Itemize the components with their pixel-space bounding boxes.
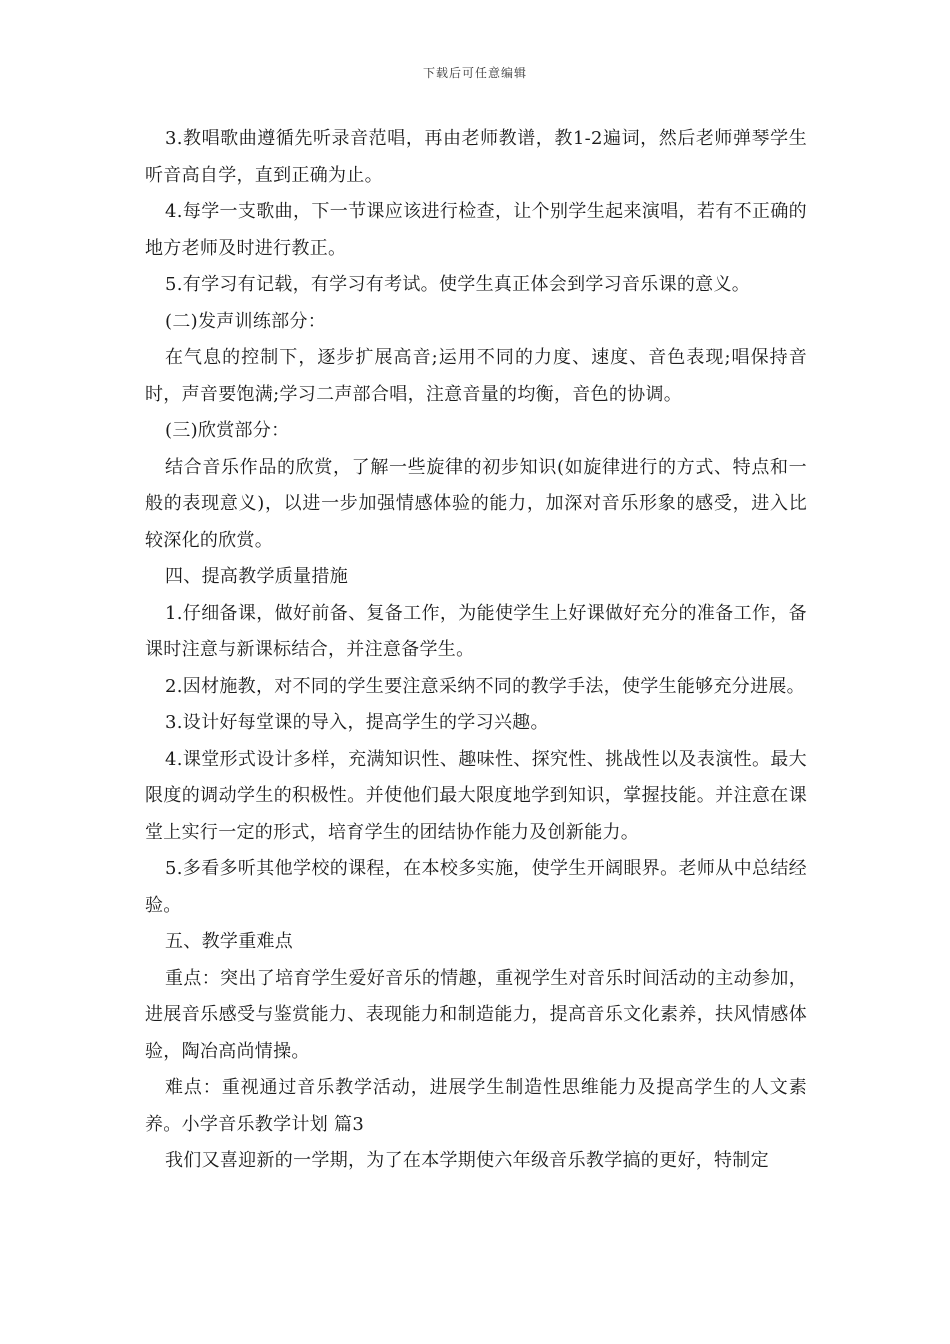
paragraph: 3.教唱歌曲遵循先听录音范唱，再由老师教谱，教1-2遍词，然后老师弹琴学生听音高自学，直到正确为止。 bbox=[145, 128, 807, 186]
section-heading: 四、提高教学质量措施 bbox=[165, 566, 348, 587]
document-body bbox=[145, 121, 807, 1180]
paragraph: 2.因材施教，对不同的学生要注意采纳不同的教学手法，使学生能够充分进展。 bbox=[165, 675, 805, 697]
paragraph: 难点：重视通过音乐教学活动，进展学生制造性思维能力及提高学生的人文素养。小学音乐教学计划 篇3 bbox=[145, 1077, 807, 1135]
section-heading: (二)发声训练部分： bbox=[165, 310, 327, 332]
section-heading: (三)欣赏部分： bbox=[165, 420, 290, 441]
paragraph: 结合音乐作品的欣赏，了解一些旋律的初步知识(如旋律进行的方式、特点和一般的表现意义)，以进一步加强情感体验的能力，加深对音乐形象的感受，进入比较深化的欣赏。 bbox=[145, 456, 807, 551]
paragraph: 1.仔细备课，做好前备、复备工作，为能使学生上好课做好充分的准备工作，备课时注意与新课标结合，并注意备学生。 bbox=[145, 602, 807, 660]
section-heading: 五、教学重难点 bbox=[165, 931, 294, 952]
paragraph: 5.多看多听其他学校的课程，在本校多实施，使学生开阔眼界。老师从中总结经验。 bbox=[145, 858, 807, 916]
page-header: 下载后可任意编辑 bbox=[422, 66, 527, 80]
paragraph: 4.课堂形式设计多样，充满知识性、趣味性、探究性、挑战性以及表演性。最大限度的调动学生的积极性。并使他们最大限度地学到知识，掌握技能。并注意在课堂上实行一定的形式，培育学生的团结协作能力及创新能力。 bbox=[145, 748, 807, 843]
paragraph: 我们又喜迎新的一学期，为了在本学期使六年级音乐教学搞的更好，特制定 bbox=[165, 1150, 769, 1171]
paragraph: 3.设计好每堂课的导入，提高学生的学习兴趣。 bbox=[165, 712, 549, 733]
paragraph: 4.每学一支歌曲，下一节课应该进行检查，让个别学生起来演唱，若有不正确的地方老师及时进行教正。 bbox=[145, 201, 807, 259]
paragraph: 5.有学习有记载，有学习有考试。使学生真正体会到学习音乐课的意义。 bbox=[165, 274, 751, 295]
paragraph: 在气息的控制下，逐步扩展高音;运用不同的力度、速度、音色表现;唱保持音时，声音要饱满;学习二声部合唱，注意音量的均衡，音色的协调。 bbox=[145, 347, 807, 405]
paragraph: 重点：突出了培育学生爱好音乐的情趣，重视学生对音乐时间活动的主动参加，进展音乐感受与鉴赏能力、表现能力和制造能力，提高音乐文化素养，扶风情感体验，陶冶高尚情操。 bbox=[145, 967, 807, 1062]
